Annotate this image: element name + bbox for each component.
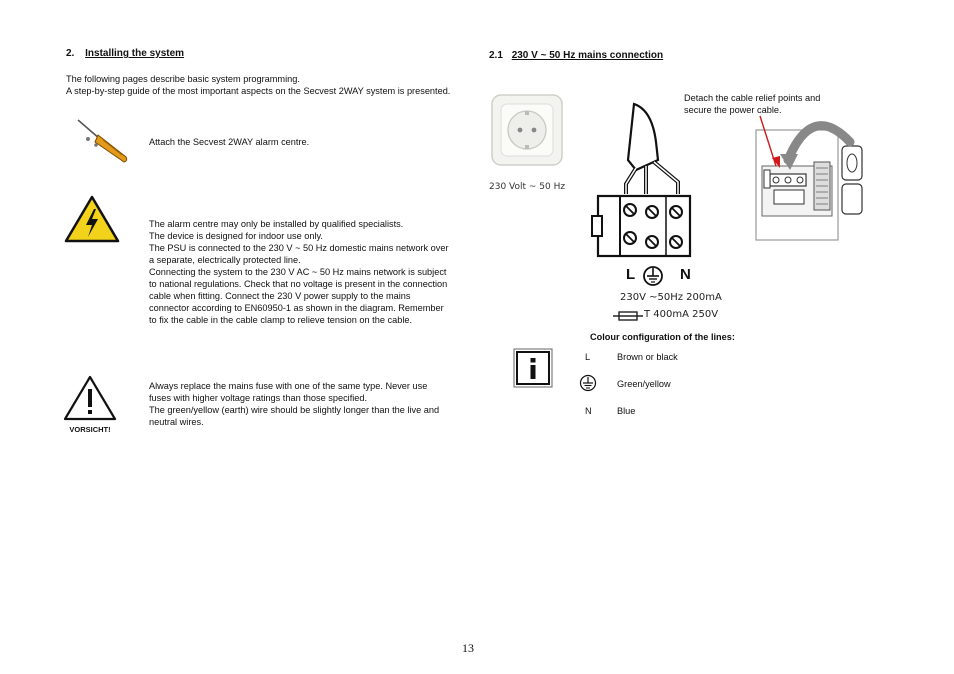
cable-relief-note: Detach the cable relief points and secure the power cable. [684, 93, 821, 115]
section-heading [66, 48, 184, 59]
warning-para: The alarm centre may only be installed by qualified specialists. [149, 219, 404, 229]
section-title: Installing the system [85, 48, 185, 59]
device-pcb-image [750, 108, 868, 243]
page-number: 13 [462, 641, 474, 655]
screwdriver-icon [70, 115, 132, 165]
caution-icon [63, 375, 117, 434]
colour-row-n-symbol: N [585, 406, 592, 416]
caution-text [149, 380, 444, 428]
warning-para: The PSU is connected to the 230 V ~ 50 Hz domestic mains network over a separate, electrically protected line. [149, 243, 449, 265]
warning-para: The device is designed for indoor use only. [149, 231, 323, 241]
info-icon [513, 348, 553, 388]
terminal-label-l: L [626, 266, 636, 283]
warning-para: Connecting the system to the 230 V AC ~ 50 Hz mains network is subject to national regulations. Check that no voltage is present in the connection cable when fitting. Connect the 230 V power supply to the mains connector according to EN60950-1 as shown in the diagram. Remember to fix the cable in the cable clamp to relieve tension on the cable. [149, 267, 448, 325]
colour-row-l-value: Brown or black [617, 352, 678, 362]
attach-text: Attach the Secvest 2WAY alarm centre. [149, 137, 310, 147]
colour-row-n-value: Blue [617, 406, 636, 416]
electrical-hazard-icon [64, 195, 120, 243]
fuse-icon [613, 309, 643, 321]
caution-para: The green/yellow (earth) wire should be slightly longer than the live and neutral wires. [149, 405, 440, 427]
section-number: 2. [66, 48, 75, 59]
colour-config-title: Colour configuration of the lines: [590, 332, 735, 342]
subsection-heading [489, 50, 663, 61]
colour-row-earth-value: Green/yellow [617, 379, 671, 389]
socket-caption: 230 Volt ~ 50 Hz [489, 182, 566, 192]
warning-text [149, 218, 449, 326]
caution-label: VORSICHT! [69, 425, 111, 434]
fuse-rating-label: T 400mA 250V [644, 309, 719, 320]
caution-para: Always replace the mains fuse with one of the same type. Never use fuses with higher voltage ratings than those specified. [149, 381, 428, 403]
subsection-number: 2.1 [489, 50, 503, 61]
earth-symbol-icon [579, 374, 597, 392]
rating-label: 230V ~50Hz 200mA [620, 292, 722, 303]
subsection-title: 230 V ~ 50 Hz mains connection [511, 50, 664, 61]
intro-line: A step-by-step guide of the most important aspects on the Secvest 2WAY system is presented. [66, 86, 451, 96]
intro-text [66, 73, 451, 97]
terminal-label-n: N [680, 266, 691, 283]
colour-row-l-symbol: L [585, 352, 591, 362]
intro-line: The following pages describe basic system programming. [66, 74, 300, 84]
wall-socket-image [489, 92, 565, 168]
